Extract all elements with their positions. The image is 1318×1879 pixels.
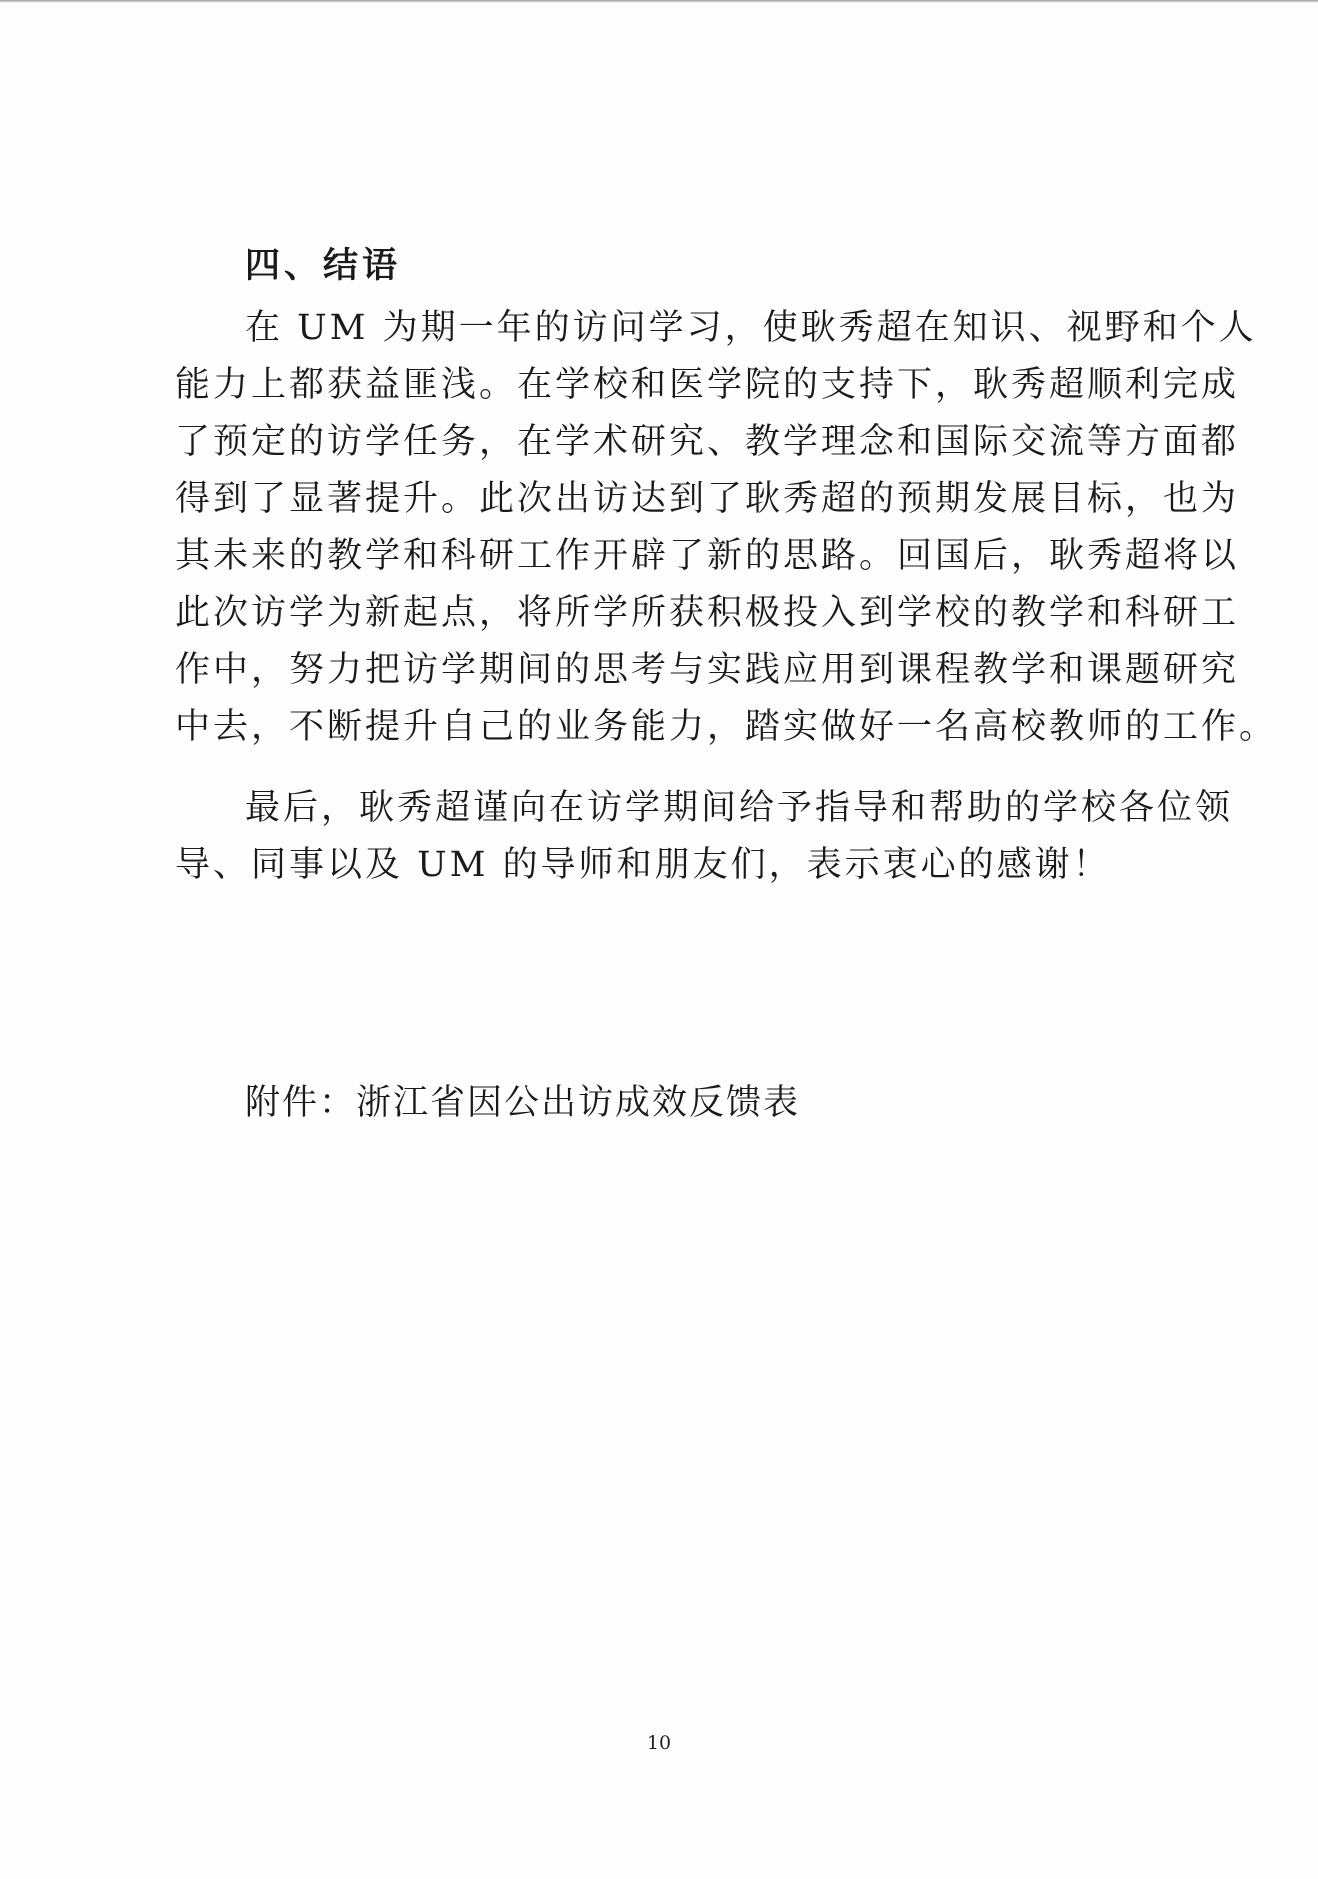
paragraph-line: 了预定的访学任务，在学术研究、教学理念和国际交流等方面都 (175, 422, 1240, 462)
paragraph-line: 其未来的教学和科研工作开辟了新的思路。回国后，耿秀超将以 (175, 536, 1240, 576)
paragraph-line: 作中，努力把访学期间的思考与实践应用到课程教学和课题研究 (175, 650, 1240, 690)
paragraph-line: 得到了显著提升。此次出访达到了耿秀超的预期发展目标，也为 (175, 479, 1240, 519)
paragraph-line: 能力上都获益匪浅。在学校和医学院的支持下，耿秀超顺利完成 (175, 365, 1240, 405)
paragraph-line: 中去，不断提升自己的业务能力，踏实做好一名高校教师的工作。 (175, 707, 1278, 747)
scan-edge (0, 0, 1318, 3)
document-body (175, 232, 1278, 918)
attachment-note: 附件：浙江省因公出访成效反馈表 (245, 1083, 801, 1123)
paragraph-line: 最后，耿秀超谨向在访学期间给予指导和帮助的学校各位领 (245, 788, 1234, 828)
paragraph-line: 此次访学为新起点，将所学所获积极投入到学校的教学和科研工 (175, 593, 1240, 633)
paragraph-conclusion (175, 300, 1278, 756)
paragraph-line: 导、同事以及 UM 的导师和朋友们，表示衷心的感谢！ (175, 845, 1111, 885)
page-number: 10 (646, 1732, 672, 1754)
section-heading: 四、结语 (245, 245, 402, 286)
paragraph-line: 在 UM 为期一年的访问学习，使耿秀超在知识、视野和个人 (245, 308, 1257, 348)
paragraph-thanks (175, 780, 1234, 894)
